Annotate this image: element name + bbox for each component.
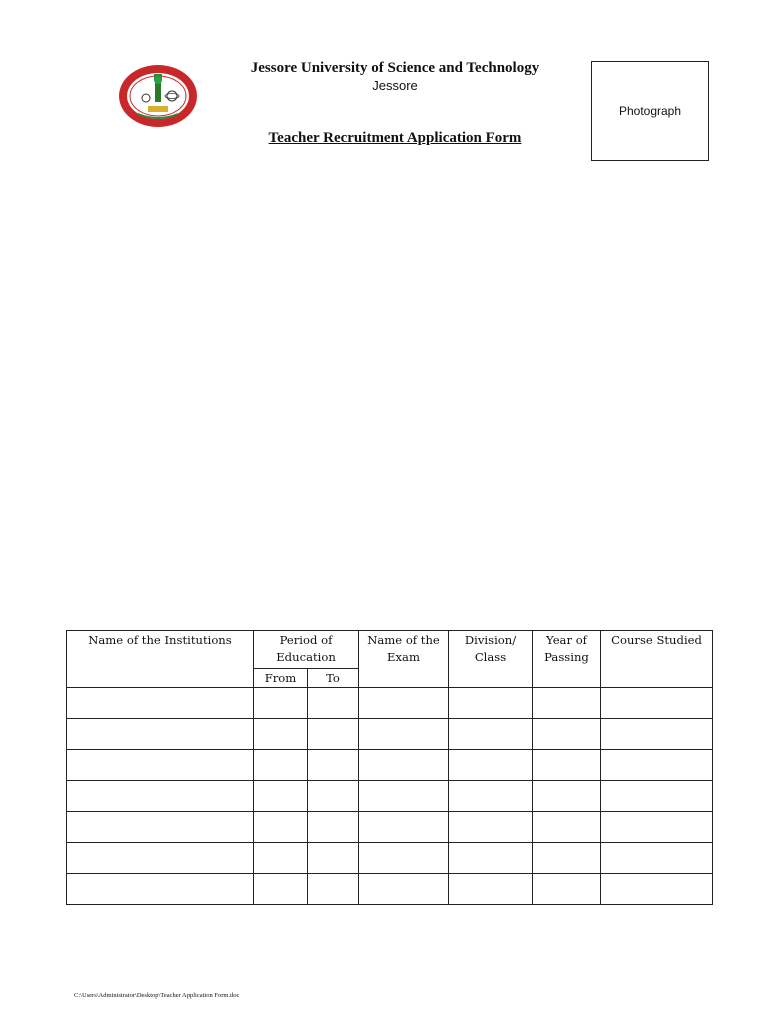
photograph-box[interactable] — [591, 61, 709, 161]
table-cell[interactable] — [601, 750, 713, 781]
table-cell[interactable] — [533, 843, 601, 874]
table-cell[interactable] — [254, 874, 308, 905]
table-cell[interactable] — [308, 688, 359, 719]
col-institutions: Name of the Institutions — [67, 631, 254, 688]
table-cell[interactable] — [254, 688, 308, 719]
table-row[interactable] — [67, 719, 713, 750]
university-name: Jessore University of Science and Technology — [250, 60, 540, 76]
col-exam: Name of the Exam — [359, 631, 449, 688]
col-from: From — [254, 669, 308, 688]
table-cell[interactable] — [308, 750, 359, 781]
table-cell[interactable] — [308, 781, 359, 812]
table-cell[interactable] — [359, 812, 449, 843]
university-city: Jessore — [372, 78, 418, 93]
table-cell[interactable] — [449, 719, 533, 750]
table-row[interactable] — [67, 812, 713, 843]
table-cell[interactable] — [533, 874, 601, 905]
table-cell[interactable] — [449, 688, 533, 719]
education-table — [66, 630, 713, 905]
table-cell[interactable] — [533, 719, 601, 750]
table-cell[interactable] — [533, 750, 601, 781]
table-cell[interactable] — [254, 719, 308, 750]
table-cell[interactable] — [254, 750, 308, 781]
table-cell[interactable] — [601, 812, 713, 843]
table-cell[interactable] — [67, 874, 254, 905]
table-row[interactable] — [67, 843, 713, 874]
table-row[interactable] — [67, 688, 713, 719]
table-cell[interactable] — [533, 781, 601, 812]
table-cell[interactable] — [359, 843, 449, 874]
photograph-label: Photograph — [618, 104, 682, 118]
table-row[interactable] — [67, 874, 713, 905]
col-period: Period of Education — [254, 631, 359, 669]
table-cell[interactable] — [67, 812, 254, 843]
table-cell[interactable] — [449, 843, 533, 874]
table-cell[interactable] — [67, 719, 254, 750]
col-year: Year of Passing — [533, 631, 601, 688]
table-cell[interactable] — [601, 688, 713, 719]
table-cell[interactable] — [601, 874, 713, 905]
footer-file-path: C:\Users\Administrator\Desktop\Teacher Application Form.doc — [74, 992, 240, 999]
table-cell[interactable] — [308, 843, 359, 874]
table-cell[interactable] — [601, 781, 713, 812]
table-cell[interactable] — [533, 812, 601, 843]
table-cell[interactable] — [533, 688, 601, 719]
col-to: To — [308, 669, 359, 688]
table-cell[interactable] — [254, 843, 308, 874]
table-cell[interactable] — [359, 719, 449, 750]
col-course: Course Studied — [601, 631, 713, 688]
table-row[interactable] — [67, 781, 713, 812]
table-cell[interactable] — [359, 874, 449, 905]
table-cell[interactable] — [449, 812, 533, 843]
table-cell[interactable] — [308, 812, 359, 843]
table-cell[interactable] — [359, 781, 449, 812]
table-cell[interactable] — [67, 781, 254, 812]
table-cell[interactable] — [449, 874, 533, 905]
table-cell[interactable] — [359, 688, 449, 719]
table-cell[interactable] — [67, 750, 254, 781]
table-cell[interactable] — [254, 812, 308, 843]
table-cell[interactable] — [308, 874, 359, 905]
col-division: Division/ Class — [449, 631, 533, 688]
table-cell[interactable] — [67, 843, 254, 874]
table-cell[interactable] — [601, 719, 713, 750]
table-cell[interactable] — [359, 750, 449, 781]
table-row[interactable] — [67, 750, 713, 781]
table-cell[interactable] — [449, 750, 533, 781]
table-cell[interactable] — [601, 843, 713, 874]
table-cell[interactable] — [67, 688, 254, 719]
table-cell[interactable] — [449, 781, 533, 812]
table-header-row — [67, 631, 713, 669]
table-cell[interactable] — [254, 781, 308, 812]
form-title: Teacher Recruitment Application Form — [268, 130, 522, 146]
table-cell[interactable] — [308, 719, 359, 750]
